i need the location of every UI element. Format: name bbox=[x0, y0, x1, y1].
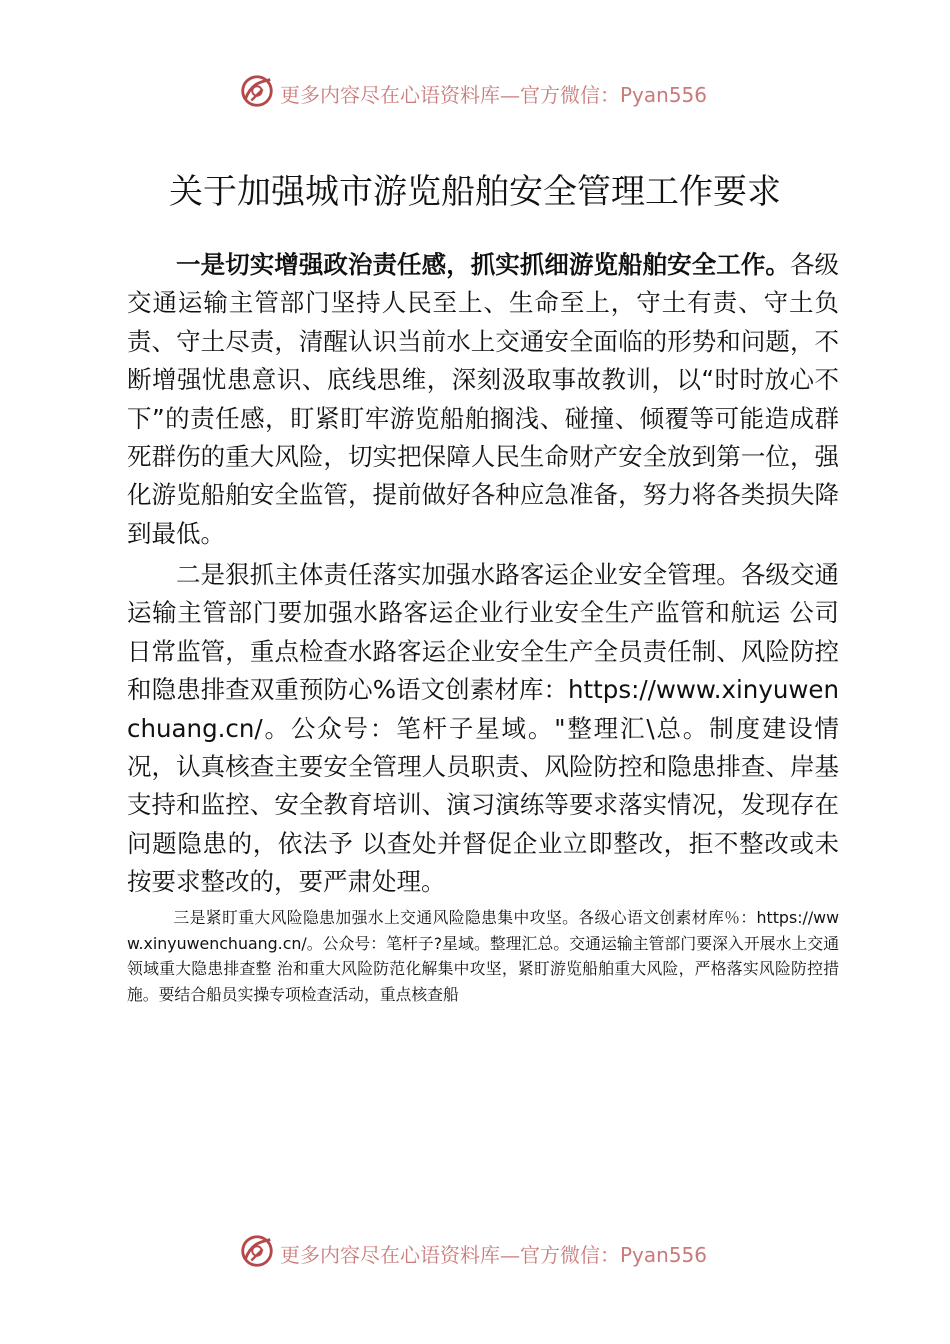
library-logo-icon bbox=[238, 72, 276, 110]
section-1-lead: 一是切实增强政治责任感，抓实抓细游览船舶安全工作。 bbox=[176, 250, 790, 279]
banner-label: 更多内容尽在心语资料库—官方微信： bbox=[280, 83, 620, 107]
banner-label: 更多内容尽在心语资料库—官方微信： bbox=[280, 1243, 620, 1267]
section-1-paragraph bbox=[127, 246, 839, 553]
banner-wechat-id: Pyan556 bbox=[620, 1243, 708, 1267]
banner-text bbox=[280, 79, 707, 108]
section-3-paragraph bbox=[127, 905, 839, 1007]
section-1-text: 各级交通运输主管部门坚持人民至上、生命至上，守土有责、守土负责、守土尽责，清醒认识当前水上交通安全面临的形势和问题，不断增强忧患意识、底线思维，深刻汲取事故教训，以“时时放心不下”的责任感，盯紧盯牢游览船舶搁浅、碰撞、倾覆等可能造成群死群伤的重大风险，切实把保障人民生命财产安全放到第一位，强化游览船舶安全监管，提前做好各种应急准备，努力将各类损失降到最低。 bbox=[127, 250, 840, 548]
header-banner bbox=[0, 68, 950, 118]
section-2-paragraph bbox=[127, 556, 839, 902]
banner-text bbox=[280, 1239, 707, 1268]
section-3-text: 三是紧盯重大风险隐患加强水上交通风险隐患集中攻坚。各级心语文创素材库％：https://www.xinyuwenchuang.cn/。公众号：笔杆子?星域。整理汇总。交通运输主管部门要深入开展水上交通领域重大隐患排查整 治和重大风险防范化解集中攻坚，紧盯游览船舶重大风险，严格落实风险防控措施。要结合船员实操专项检查活动，重点核查船 bbox=[127, 908, 839, 1004]
library-logo-icon bbox=[238, 1232, 276, 1270]
page-title: 关于加强城市游览船舶安全管理工作要求 bbox=[169, 172, 781, 212]
footer-banner bbox=[0, 1228, 950, 1278]
section-2-text: 二是狠抓主体责任落实加强水路客运企业安全管理。各级交通运输主管部门要加强水路客运企业行业安全生产监管和航运 公司日常监管，重点检查水路客运企业安全生产全员责任制、风险防控和隐患排查双重预防心%语文创素材库：https://www.xinyuwenchuang.cn/。公众号：笔杆子星域。"整理汇\总。制度建设情况，认真核查主要安全管理人员职责、风险防控和隐患排查、岸基支持和监控、安全教育培训、演习演练等要求落实情况，发现存在问题隐患的，依法予 以查处并督促企业立即整改，拒不整改或未按要求整改的，要严肃处理。 bbox=[127, 560, 839, 897]
banner-wechat-id: Pyan556 bbox=[620, 83, 708, 107]
